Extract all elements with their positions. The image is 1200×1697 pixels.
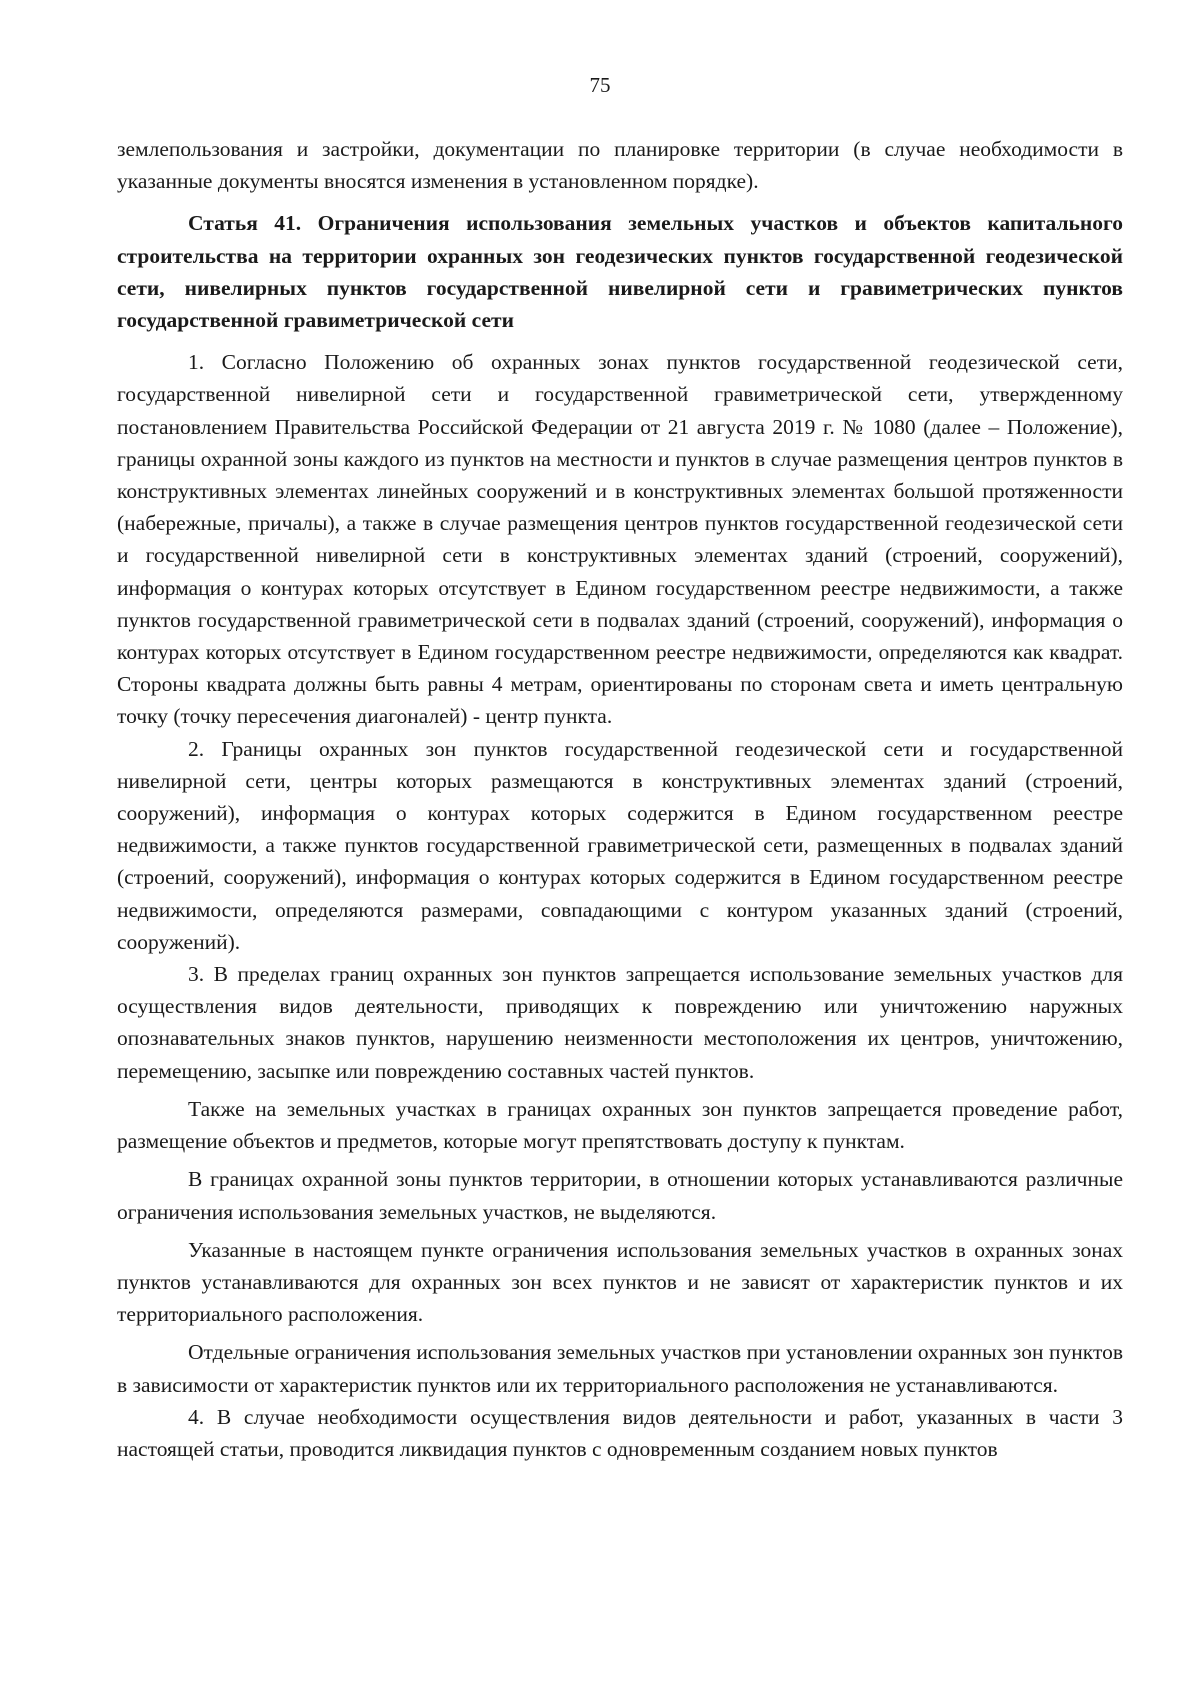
paragraph-3: 3. В пределах границ охранных зон пунктов запрещается использование земельных участков для осуществления видов деятельности, приводящих к повреждению или уничтожению наружных опознавательных знаков пунктов, нарушению неизменности местоположения их центров, уничтожению, перемещению, засыпке или повреждению составных частей пунктов.: [117, 962, 1123, 1083]
paragraph-3-also: Также на земельных участках в границах охранных зон пунктов запрещается проведение работ, размещение объектов и предметов, которые могут препятствовать доступу к пунктам.: [117, 1096, 1123, 1154]
page-number: 75: [589, 73, 611, 97]
paragraph-3-applicability: Указанные в настоящем пункте ограничения использования земельных участков в охранных зонах пунктов устанавливаются для охранных зон всех пунктов и не зависят от характеристик пунктов и их территориального расположения.: [117, 1237, 1123, 1327]
paragraph-3-boundaries: В границах охранной зоны пунктов территории, в отношении которых устанавливаются различные ограничения использования земельных участков, не выделяются.: [117, 1167, 1123, 1224]
paragraph-2: 2. Границы охранных зон пунктов государственной геодезической сети и государственной нивелирной сети, центры которых размещаются в конструктивных элементах зданий (строений, сооружений), информация о контурах которых содержится в Едином государственном реестре недвижимости, а также пунктов государственной гравиметрической сети, размещенных в подвалах зданий (строений, сооружений), информация о контурах которых содержится в Едином государственном реестре недвижимости, определяются размерами, совпадающими с контуром указанных зданий (строений, сооружений).: [117, 736, 1123, 954]
paragraph-continuation: землепользования и застройки, документации по планировке территории (в случае необходимости в указанные документы вносятся изменения в установленном порядке).: [117, 137, 1123, 194]
paragraph-3-separate: Отдельные ограничения использования земельных участков при установлении охранных зон пунктов в зависимости от характеристик пунктов или их территориального расположения не устанавливаются.: [117, 1340, 1123, 1397]
article-heading: Статья 41. Ограничения использования земельных участков и объектов капитального строительства на территории охранных зон геодезических пунктов государственной геодезической сети, нивелирных пунктов государственной нивелирной сети и гравиметрических пунктов государственной гравиметрической сети: [117, 211, 1123, 333]
paragraph-1: 1. Согласно Положению об охранных зонах пунктов государственной геодезической сети, государственной нивелирной сети и государственной гравиметрической сети, утвержденному постановлением Правительства Российской Федерации от 21 августа 2019 г. № 1080 (далее – Положение), границы охранной зоны каждого из пунктов на местности и пунктов в случае размещения центров пунктов в конструктивных элементах линейных сооружений и в конструктивных элементах большой протяженности (набережные, причалы), а также в случае размещения центров пунктов государственной геодезической сети и государственной нивелирной сети в конструктивных элементах зданий (строений, сооружений), информация о контурах которых отсутствует в Едином государственном реестре недвижимости, а также пунктов государственной гравиметрической сети в подвалах зданий (строений, сооружений), информация о контурах которых отсутствует в Едином государственном реестре недвижимости, определяются как квадрат. Стороны квадрата должны быть равны 4 метрам, ориентированы по сторонам света и иметь центральную точку (точку пересечения диагоналей) - центр пункта.: [117, 350, 1123, 729]
document-body: [117, 133, 1123, 1465]
paragraph-4: 4. В случае необходимости осуществления видов деятельности и работ, указанных в части 3 настоящей статьи, проводится ликвидация пунктов с одновременным созданием новых пунктов: [117, 1404, 1123, 1461]
